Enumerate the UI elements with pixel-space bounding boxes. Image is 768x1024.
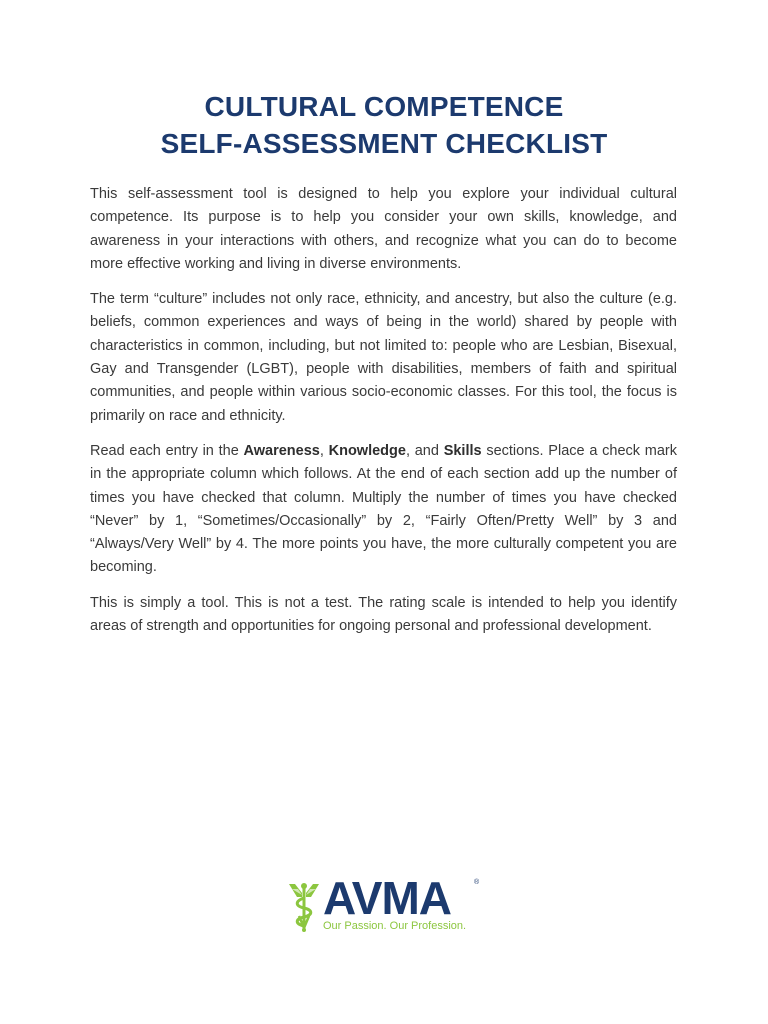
- logo-tagline: Our Passion. Our Profession.: [323, 920, 467, 932]
- page-title: [0, 88, 768, 162]
- knowledge-term: Knowledge: [328, 442, 406, 459]
- p3-and: , and: [405, 442, 444, 459]
- logo-wordmark: AVMA: [323, 872, 452, 924]
- title-line-1: CULTURAL COMPETENCE: [204, 91, 564, 122]
- p3-post: sections. Place a check mark in the appropriate column which follows. At the end of each section add up the number of times you have checked that column. Multiply the number of times you have checked “Never” by 1, “Sometimes/Occasionally” by 2, “Fairly Often/Pretty Well” by 3 and “Always/Very Well” by 4. The more points you have, the more culturally competent you are becoming.: [90, 442, 677, 576]
- intro-paragraph-3: [90, 440, 677, 580]
- intro-paragraph-2: The term “culture” includes not only race, ethnicity, and ancestry, but also the culture (e.g. beliefs, common experiences and ways of being in the world) shared by people with characteristics in common, including, but not limited to: people who are Lesbian, Bisexual, Gay and Transgender (LGBT), people with disabilities, members of faith and spiritual communities, and people within various socio-economic classes. For this tool, the focus is primarily on race and ethnicity.: [90, 291, 677, 424]
- awareness-term: Awareness: [243, 442, 320, 459]
- avma-logo: [287, 872, 487, 936]
- intro-text: [90, 183, 677, 650]
- skills-term: Skills: [443, 442, 482, 459]
- logo-registered-mark: ®: [474, 879, 480, 886]
- intro-paragraph-1: This self-assessment tool is designed to help you explore your individual cultural competence. Its purpose is to help you consider your own skills, knowledge, and awareness in your interactions with others, and recognize what you can do to become more effective working and living in diverse environments.: [90, 186, 677, 272]
- p3-comma: ,: [319, 442, 329, 459]
- title-line-2: SELF-ASSESSMENT CHECKLIST: [160, 128, 608, 159]
- p3-pre: Read each entry in the: [90, 442, 244, 459]
- intro-paragraph-4: This is simply a tool. This is not a test. The rating scale is intended to help you identify areas of strength and opportunities for ongoing personal and professional development.: [90, 594, 677, 635]
- caduceus-icon: [287, 880, 321, 932]
